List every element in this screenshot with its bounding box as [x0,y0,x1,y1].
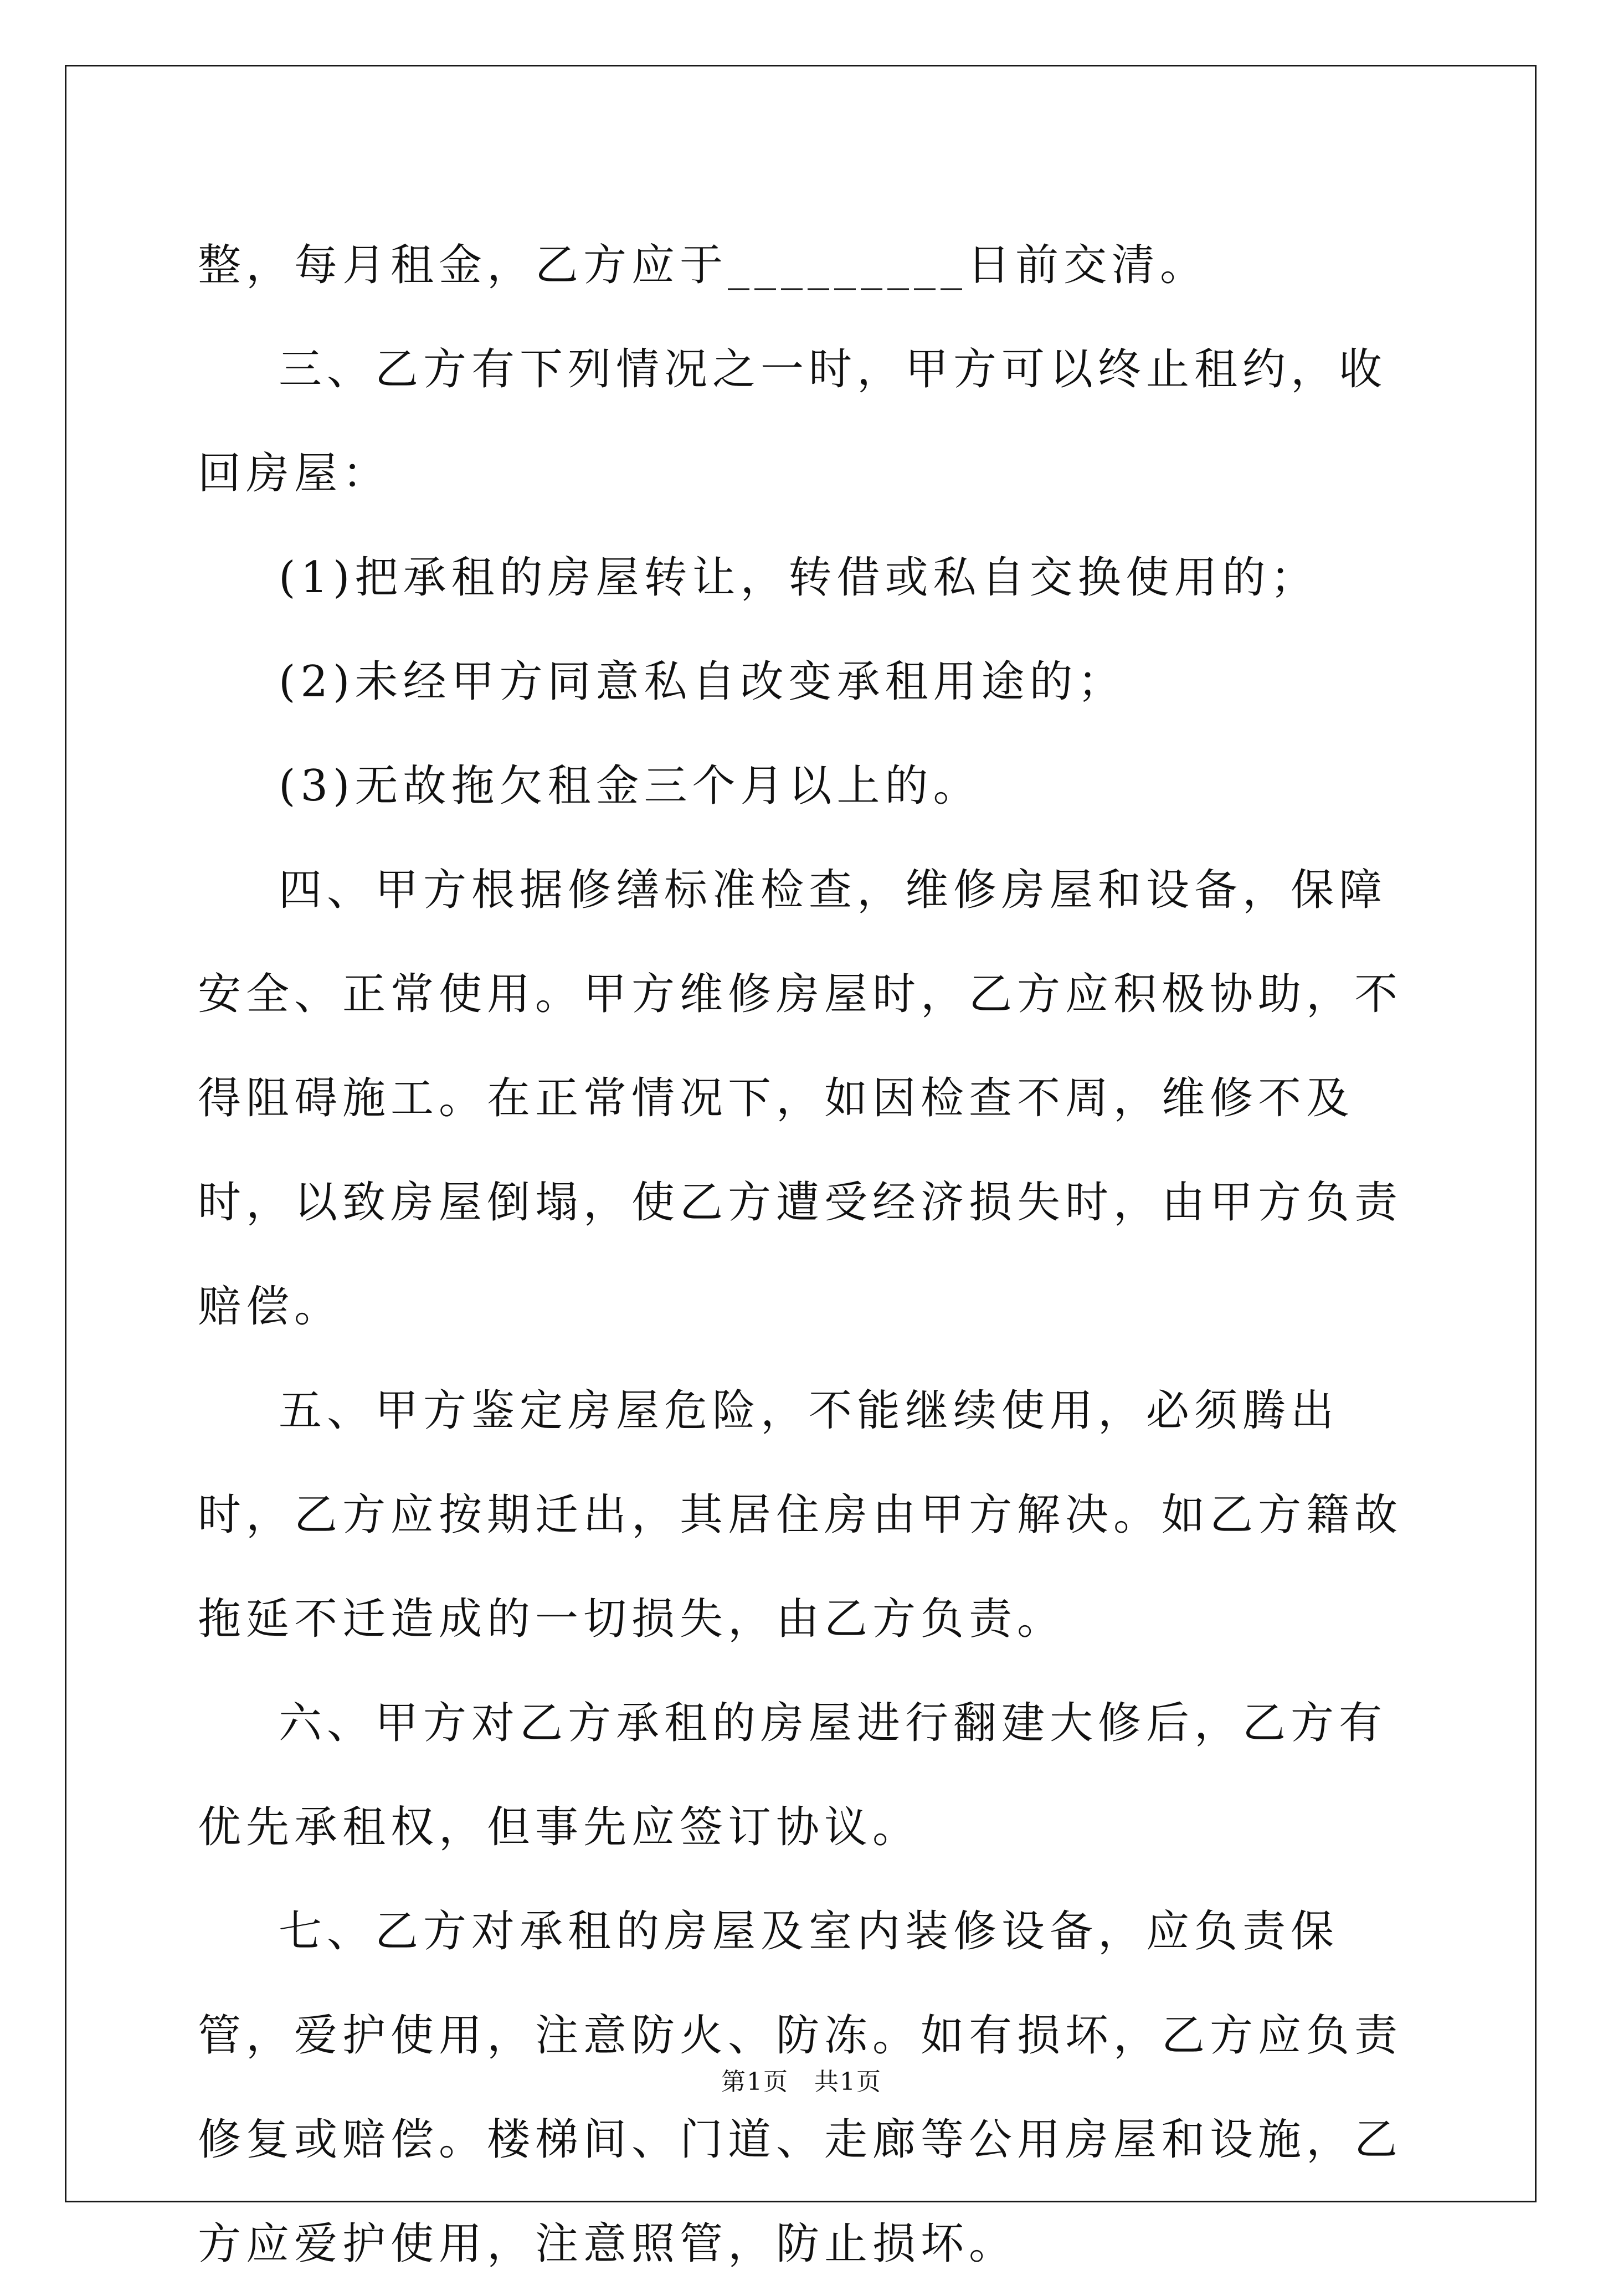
paragraph-clause-5: 五、甲方鉴定房屋危险，不能继续使用，必须腾出时，乙方应按期迁出，其居住房由甲方解决。如乙方籍故拖延不迁造成的一切损失，由乙方负责。 [198,1386,1403,1644]
paragraph-clause-3-item-1: (1)把承租的房屋转让，转借或私自交换使用的； [279,553,1319,603]
paragraph-clause-4: 四、甲方根据修缮标准检查，维修房屋和设备，保障安全、正常使用。甲方维修房屋时，乙方应积极协助，不得阻碍施工。在正常情况下，如因检查不周，维修不及时，以致房屋倒塌，使乙方遭受经济损失时，由甲方负责赔偿。 [198,865,1403,1332]
paragraph-clause-7: 七、乙方对承租的房屋及室内装修设备，应负责保管，爱护使用，注意防火、防冻。如有损坏，乙方应负责修复或赔偿。楼梯间、门道、走廊等公用房屋和设施，乙方应爱护使用，注意照管，防止损坏。 [198,1907,1403,2269]
paragraph-clause-3-item-3: (3)无故拖欠租金三个月以上的。 [279,761,982,811]
page-footer: 第1页 共1页 [721,2068,882,2096]
document-body [198,213,1405,2296]
paragraph-clause-3: 三、乙方有下列情况之一时，甲方可以终止租约，收回房屋： [198,345,1388,499]
paragraph-rent-payment: 整，每月租金，乙方应于_________日前交清。 [198,240,1209,290]
paragraph-clause-3-item-2: (2)未经甲方同意私自改变承租用途的； [279,657,1126,707]
paragraph-clause-6: 六、甲方对乙方承租的房屋进行翻建大修后，乙方有优先承租权，但事先应签订协议。 [198,1698,1388,1852]
